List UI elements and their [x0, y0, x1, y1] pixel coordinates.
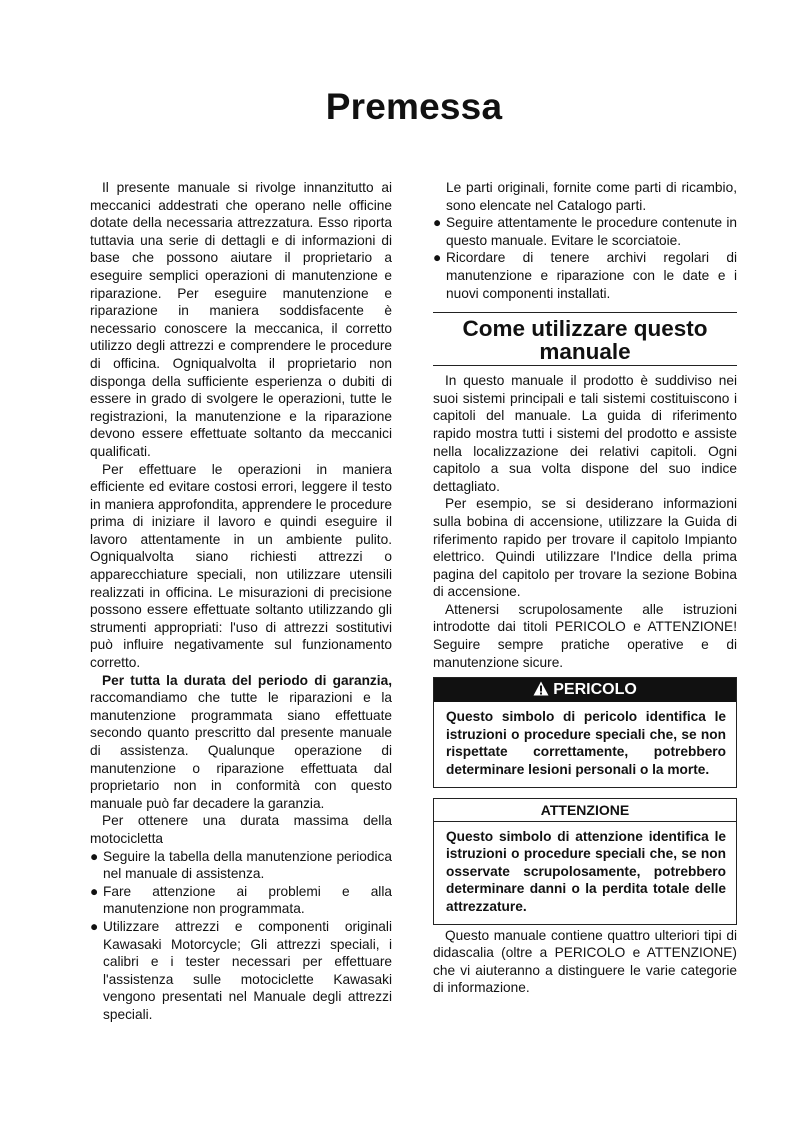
list-item: ● Fare attenzione ai problemi e alla manutenzione non programmata.: [90, 883, 392, 917]
instructions-paragraph: Attenersi scrupolosamente alle istruzioni introdotte dai titoli PERICOLO e ATTENZIONE! Seguire sempre pratiche operative e di manutenzione sicure.: [433, 601, 737, 670]
caution-box: [433, 798, 737, 925]
procedures-paragraph: Per effettuare le operazioni in maniera efficiente ed evitare costosi errori, leggere il testo in maniera approfondita, apprendere le procedure prima di iniziare il lavoro e quindi eseguire il lavoro attentamente in un ambiente pulito. Ogniqualvolta siano richiesti attrezzi o apparecchiature speciali, non utilizzare utensili realizzati in officina. Le misurazioni di precisione possono essere effettuate soltanto utilizzando gli strumenti appropriati: l'uso di attrezzi sostitutivi può influire negativamente sul funzionamento corretto.: [90, 461, 392, 671]
list-item: ● Utilizzare attrezzi e componenti originali Kawasaki Motorcycle; Gli attrezzi speciali, i calibri e i tester necessari per effettuare l'assistenza sulle motociclette Kawasaki vengono presentati nel Manuale degli attrezzi speciali.: [90, 918, 392, 1022]
bullet-dot-icon: ●: [90, 848, 99, 864]
example-paragraph: Per esempio, se si desiderano informazioni sulla bobina di accensione, utilizzare la Guida di riferimento rapido per trovare il capitolo Impianto elettrico. Quindi utilizzare l'Indice della prima pagina del capitolo per trovare la sezione Bobina di accensione.: [433, 496, 737, 600]
danger-heading-label: PERICOLO: [553, 681, 637, 699]
page-title: Premessa: [325, 86, 503, 127]
list-item: ● Seguire attentamente le procedure contenute in questo manuale. Evitare le scorciatoie.: [433, 215, 737, 248]
danger-box: [433, 677, 737, 787]
warranty-paragraph: [90, 672, 392, 813]
list-item: ● Seguire la tabella della manutenzione periodica nel manuale di assistenza.: [90, 848, 392, 882]
list-item: ● Ricordare di tenere archivi regolari di manutenzione e riparazione con le date e i nuovi componenti installati.: [433, 250, 737, 301]
intro-paragraph: Il presente manuale si rivolge innanzitutto ai meccanici addestrati che operano nelle officine dotate della necessaria attrezzatura. Esso riporta tuttavia una serie di dettagli e di informazioni di base che possono aiutare il proprietario a eseguire semplici operazioni di manutenzione e riparazione. Per eseguire manutenzione e riparazione in maniera soddisfacente è necessario conoscere la meccanica, il corretto utilizzo degli attrezzi e comprendere le procedure di officina. Ogniqualvolta il proprietario non disponga della sufficiente esperienza o dubiti di essere in grado di svolgere le operazioni, tutte le registrazioni, la manutenzione e la riparazione devono essere effettuate soltanto da meccanici qualificati.: [90, 180, 392, 459]
captions-paragraph: Questo manuale contiene quattro ulteriori tipi di didascalia (oltre a PERICOLO e ATTENZIONE) che vi aiuteranno a distinguere le varie categorie di informazione.: [433, 927, 737, 996]
durability-list: [90, 848, 392, 1024]
caution-heading: ATTENZIONE: [434, 799, 736, 822]
maintenance-list: [433, 214, 737, 302]
danger-heading: [434, 678, 736, 702]
structure-paragraph: In questo manuale il prodotto è suddiviso nei suoi sistemi principali e tali sistemi costituiscono i capitoli del manuale. La guida di riferimento rapido mostra tutti i sistemi del prodotto e assiste nella localizzazione dei relativi capitoli. Ogni capitolo a sua volta dispone del suo indice dettagliato.: [433, 373, 737, 494]
bullet-dot-icon: ●: [433, 215, 442, 231]
parts-continuation: Le parti originali, fornite come parti di ricambio, sono elencate nel Catalogo parti.: [446, 180, 737, 213]
right-column: [433, 179, 737, 997]
danger-text: Questo simbolo di pericolo identifica le istruzioni o procedure speciali che, se non rispettate correttamente, potrebbero determinare lesioni personali o la morte.: [446, 709, 726, 778]
section-title: Come utilizzare questo manuale: [462, 316, 708, 365]
warranty-text: raccomandiamo che tutte le riparazioni e la manutenzione programmata siano effettuate secondo quanto prescritto dal presente manuale di assistenza. Qualunque operazione di manutenzione o riparazione effettuata dal proprietario non in conformità con questo manuale può far decadere la garanzia.: [90, 690, 392, 811]
caution-text: Questo simbolo di attenzione identifica le istruzioni o procedure speciali che, se non osservate scrupolosamente, potrebbero determinare danni o la perdita totale delle attrezzature.: [446, 828, 726, 914]
bullet-dot-icon: ●: [433, 250, 442, 266]
bullet-dot-icon: ●: [90, 883, 99, 899]
section-divider: [433, 312, 737, 313]
durability-paragraph: Per ottenere una durata massima della motocicletta: [90, 813, 392, 846]
warranty-lead: Per tutta la durata del periodo di garanzia,: [102, 672, 392, 688]
left-column: [90, 179, 392, 1024]
bullet-dot-icon: ●: [90, 918, 99, 934]
section-divider: [433, 365, 737, 366]
warning-triangle-icon: [533, 681, 549, 696]
